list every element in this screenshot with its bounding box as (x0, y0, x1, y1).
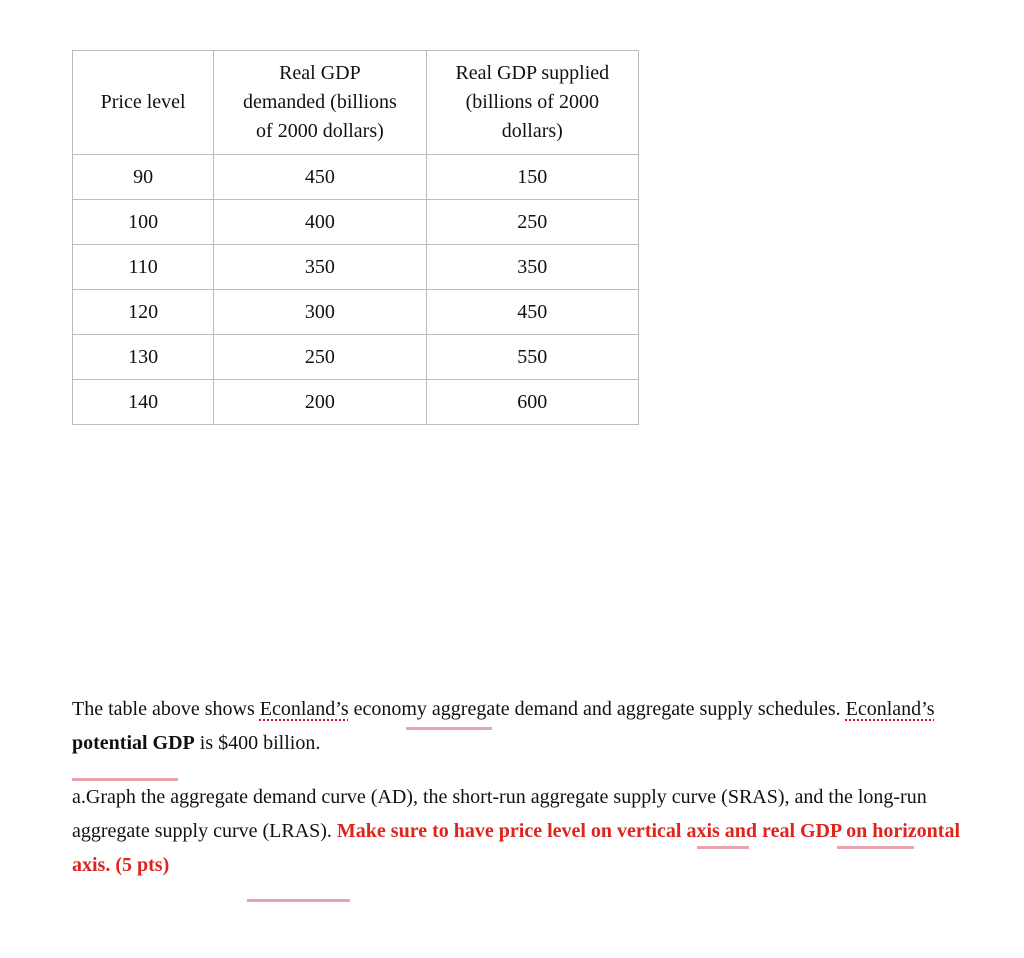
cell-gdp-supplied: 350 (426, 245, 638, 290)
cell-gdp-demanded: 200 (214, 380, 426, 425)
header-line: (billions of 2000 (465, 91, 599, 113)
header-line: Real GDP (279, 62, 361, 84)
highlight-mark (247, 899, 350, 902)
table-row (73, 290, 639, 335)
table-row (73, 245, 639, 290)
cell-gdp-supplied: 550 (426, 335, 638, 380)
text-run: The table above shows (72, 698, 260, 720)
highlight-mark (697, 846, 749, 849)
header-price-level (73, 51, 214, 155)
cell-gdp-supplied: 450 (426, 290, 638, 335)
spellcheck-word: Econland’s (845, 698, 935, 720)
highlight-mark (837, 846, 914, 849)
header-line: demanded (billions (242, 91, 397, 113)
header-line: dollars) (501, 120, 563, 142)
table-header-row (73, 51, 639, 155)
cell-gdp-supplied: 600 (426, 380, 638, 425)
aggregate-schedule-table (72, 50, 639, 425)
bold-term-potential-gdp: potential GDP (72, 732, 195, 754)
table-row (73, 380, 639, 425)
cell-gdp-supplied: 150 (426, 155, 638, 200)
cell-price-level: 140 (73, 380, 214, 425)
cell-gdp-supplied: 250 (426, 200, 638, 245)
header-line: Real GDP supplied (455, 62, 610, 84)
cell-gdp-demanded: 350 (214, 245, 426, 290)
highlight-mark (406, 727, 492, 730)
text-run: a.Graph the aggregate demand curve (AD), the short-run aggregate supply curve (SRAS), and the long-run aggregate supply curve (LRAS). (72, 786, 927, 842)
header-line: of 2000 dollars) (256, 120, 384, 142)
header-real-gdp-demanded (214, 51, 426, 155)
cell-gdp-demanded: 250 (214, 335, 426, 380)
emphasis-instruction: Make sure to have price level on vertical axis and real GDP on horizontal axis. (5 pts) (72, 820, 961, 876)
cell-price-level: 130 (73, 335, 214, 380)
cell-price-level: 90 (73, 155, 214, 200)
cell-gdp-demanded: 300 (214, 290, 426, 335)
cell-price-level: 100 (73, 200, 214, 245)
highlight-mark (72, 778, 178, 781)
text-run: economy aggregate demand and aggregate supply schedules. (348, 698, 846, 720)
cell-gdp-demanded: 400 (214, 200, 426, 245)
table-row (73, 200, 639, 245)
cell-gdp-demanded: 450 (214, 155, 426, 200)
table-row (73, 335, 639, 380)
cell-price-level: 110 (73, 245, 214, 290)
question-a-paragraph (72, 780, 992, 882)
table-row (73, 155, 639, 200)
table-description-paragraph (72, 692, 992, 760)
spellcheck-word: Econland’s (259, 698, 349, 720)
header-line: Price level (100, 91, 186, 113)
header-real-gdp-supplied (426, 51, 638, 155)
cell-price-level: 120 (73, 290, 214, 335)
text-run: is $400 billion. (194, 732, 321, 754)
